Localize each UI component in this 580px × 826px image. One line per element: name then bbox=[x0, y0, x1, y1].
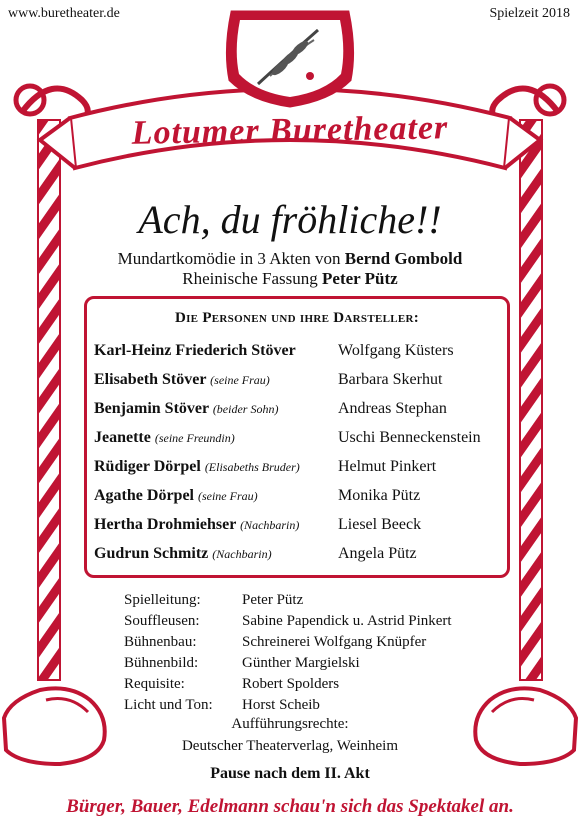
crew-label: Spielleitung: bbox=[124, 592, 201, 608]
crew-value: Robert Spolders bbox=[242, 676, 340, 692]
website-url: www.buretheater.de bbox=[8, 6, 120, 21]
rights-label: Aufführungsrechte: bbox=[231, 716, 349, 732]
cast-row bbox=[94, 545, 514, 569]
cast-role: Jeanette (seine Freundin) bbox=[94, 429, 235, 446]
motto-line: Bürger, Bauer, Edelmann schau'n sich das Spektakel an. bbox=[66, 796, 514, 817]
cast-row bbox=[94, 487, 514, 511]
crew-value: Peter Pütz bbox=[242, 592, 304, 608]
crew-label: Bühnenbau: bbox=[124, 634, 197, 650]
adaptation-line bbox=[0, 269, 580, 289]
cast-row bbox=[94, 458, 514, 482]
crew-value: Sabine Papendick u. Astrid Pinkert bbox=[242, 613, 452, 629]
cast-actor: Helmut Pinkert bbox=[338, 458, 437, 475]
cast-row bbox=[94, 342, 514, 366]
cast-row bbox=[94, 429, 514, 453]
crew-label: Requisite: bbox=[124, 676, 185, 692]
cast-role: Agathe Dörpel (seine Frau) bbox=[94, 487, 258, 504]
cast-actor: Wolfgang Küsters bbox=[338, 342, 454, 359]
theater-name: Lotumer Buretheater bbox=[131, 109, 449, 152]
crew-value: Günther Margielski bbox=[242, 655, 360, 671]
cast-role: Karl-Heinz Friederich Stöver bbox=[94, 342, 296, 359]
crew-label: Souffleusen: bbox=[124, 613, 200, 629]
season-label: Spielzeit 2018 bbox=[489, 6, 570, 21]
pause-note: Pause nach dem II. Akt bbox=[210, 765, 370, 782]
cast-row bbox=[94, 516, 514, 540]
crew-value: Horst Scheib bbox=[242, 697, 320, 713]
cast-actor: Uschi Benneckenstein bbox=[338, 429, 481, 446]
rights-publisher: Deutscher Theaterverlag, Weinheim bbox=[181, 738, 399, 754]
cast-role: Rüdiger Dörpel (Elisabeths Bruder) bbox=[94, 458, 300, 475]
adaptation-text: Rheinische Fassung bbox=[182, 269, 318, 288]
genre-text: Mundartkomödie in 3 Akten von bbox=[117, 249, 341, 268]
crew-value: Schreinerei Wolfgang Knüpfer bbox=[242, 634, 427, 650]
crew-label: Bühnenbild: bbox=[124, 655, 199, 671]
cast-actor: Angela Pütz bbox=[338, 545, 417, 562]
cast-row bbox=[94, 371, 514, 395]
cast-actor: Barbara Skerhut bbox=[338, 371, 443, 388]
cast-actor: Liesel Beeck bbox=[338, 516, 422, 533]
cast-actor: Andreas Stephan bbox=[338, 400, 447, 417]
cast-role: Hertha Drohmiehser (Nachbarin) bbox=[94, 516, 300, 533]
cast-role: Elisabeth Stöver (seine Frau) bbox=[94, 371, 270, 388]
play-genre-line bbox=[0, 249, 580, 269]
left-pole-icon bbox=[16, 86, 88, 680]
play-title: Ach, du fröhliche!! bbox=[138, 197, 442, 242]
author-name: Bernd Gombold bbox=[344, 249, 463, 268]
crest-wheat-icon bbox=[227, 12, 352, 106]
adapter-name: Peter Pütz bbox=[322, 269, 398, 288]
cast-row bbox=[94, 400, 514, 424]
cast-actor: Monika Pütz bbox=[338, 487, 421, 504]
crew-label: Licht und Ton: bbox=[124, 697, 213, 713]
cast-heading: Die Personen und ihre Darsteller: bbox=[174, 310, 420, 326]
cast-role: Gudrun Schmitz (Nachbarin) bbox=[94, 545, 272, 562]
cast-role: Benjamin Stöver (beider Sohn) bbox=[94, 400, 279, 417]
